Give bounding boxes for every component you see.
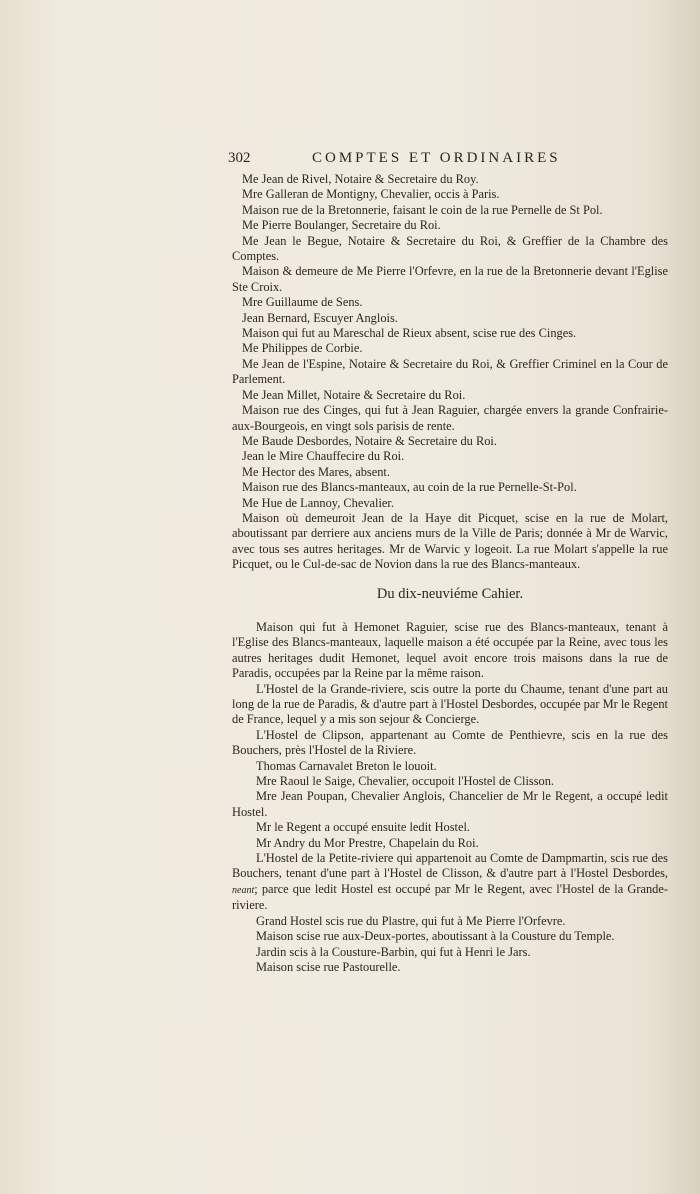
entry: Me Hue de Lannoy, Chevalier. xyxy=(242,495,394,510)
entry: Grand Hostel scis rue du Plastre, qui fut à Me Pierre l'Orfevre. xyxy=(256,913,566,928)
cahier-entries-list xyxy=(232,620,668,975)
entry: L'Hostel de Clipson, appartenant au Comte de Penthievre, scis en la rue des Bouchers, près l'Hostel de la Riviere. xyxy=(232,727,668,758)
entry: Mr Andry du Mor Prestre, Chapelain du Roi. xyxy=(256,835,479,850)
entry: Maison scise rue aux-Deux-portes, aboutissant à la Cousture du Temple. xyxy=(256,929,615,944)
entry: L'Hostel de la Grande-riviere, scis outre la porte du Chaume, tenant d'une part au long de la rue de Paradis, & d'autre part à l'Hostel Desbordes, occupée par Mr le Regent de France, lequel y a mis son sejour & Concierge. xyxy=(232,681,668,727)
entry: Jean le Mire Chauffecire du Roi. xyxy=(242,449,405,464)
entry: Mr le Regent a occupé ensuite ledit Hostel. xyxy=(256,820,471,835)
entry: Maison qui fut à Hemonet Raguier, scise rue des Blancs-manteaux, tenant à l'Eglise des Blancs-manteaux, laquelle maison a été occupée par la Reine, avec tous les autres heritages dudit Hemonet, lequel avoit encore trois maisons dans la rue de Paradis, occupées par la Reine par la même raison. xyxy=(232,619,668,681)
page-header xyxy=(228,150,668,172)
entry: Maison qui fut au Mareschal de Rieux absent, scise rue des Cinges. xyxy=(242,326,577,341)
entry-text-before: L'Hostel de la Petite-riviere qui appartenoit au Comte de Dampmartin, scis rue des Bouchers, tenant d'une part à l'Hostel de Clisson, & d'autre part à l'Hostel Desbordes, xyxy=(232,851,668,881)
entry: Maison rue de la Bretonnerie, faisant le coin de la rue Pernelle de St Pol. xyxy=(242,202,603,217)
entry: Me Philippes de Corbie. xyxy=(242,341,363,356)
entry: Maison rue des Blancs-manteaux, au coin de la rue Pernelle-St-Pol. xyxy=(242,480,577,495)
page-number: 302 xyxy=(228,150,251,166)
entry: Maison & demeure de Me Pierre l'Orfevre, en la rue de la Bretonnerie devant l'Eglise Ste Croix. xyxy=(232,264,668,294)
entry-text-after: ; parce que ledit Hostel est occupé par Mr le Regent, avec l'Hostel de la Grande-riviere. xyxy=(232,881,668,913)
entry: Maison où demeuroit Jean de la Haye dit Picquet, scise en la rue de Molart, aboutissant par derriere aux anciens murs de la Ville de Paris; donnée à Mr de Warvic, avec tous ses autres heritages. Mr de Warvic y logeoit. La rue Molart s'appelle la rue Picquet, ou le Cul-de-sac de Novion dans la rue des Blancs-manteaux. xyxy=(232,510,668,572)
entry: Me Baude Desbordes, Notaire & Secretaire du Roi. xyxy=(242,433,497,448)
entry: Maison rue des Cinges, qui fut à Jean Raguier, chargée envers la grande Confrairie-aux-Bourgeois, en vingt sols parisis de rente. xyxy=(232,403,668,433)
entry: Mre Galleran de Montigny, Chevalier, occis à Paris. xyxy=(242,187,500,202)
entry: Thomas Carnavalet Breton le louoit. xyxy=(256,758,437,773)
section-title: Du dix-neuviéme Cahier. xyxy=(376,585,524,602)
entry: Jardin scis à la Cousture-Barbin, qui fut à Henri le Jars. xyxy=(256,944,531,959)
entry: Me Jean le Begue, Notaire & Secretaire du Roi, & Greffier de la Chambre des Comptes. xyxy=(232,233,668,264)
neant-note: neant xyxy=(232,884,255,896)
page-body xyxy=(232,172,668,975)
entry: Mre Guillaume de Sens. xyxy=(242,295,363,310)
running-head: COMPTES ET ORDINAIRES xyxy=(312,150,561,166)
entry: Mre Jean Poupan, Chevalier Anglois, Chancelier de Mr le Regent, a occupé ledit Hostel. xyxy=(232,789,668,819)
entry: Me Pierre Boulanger, Secretaire du Roi. xyxy=(242,218,441,233)
entry-with-neant xyxy=(232,851,668,914)
entries-list xyxy=(232,172,668,573)
entry: Me Jean Millet, Notaire & Secretaire du Roi. xyxy=(242,387,466,402)
entry: Me Jean de Rivel, Notaire & Secretaire du Roy. xyxy=(242,172,479,186)
entry: Jean Bernard, Escuyer Anglois. xyxy=(242,310,398,325)
entry: Me Jean de l'Espine, Notaire & Secretaire du Roi, & Greffier Criminel en la Cour de Parlement. xyxy=(232,356,668,387)
entry: Mre Raoul le Saige, Chevalier, occupoit l'Hostel de Clisson. xyxy=(256,774,555,789)
entry: Maison scise rue Pastourelle. xyxy=(256,959,401,974)
entry: Me Hector des Mares, absent. xyxy=(242,464,390,479)
